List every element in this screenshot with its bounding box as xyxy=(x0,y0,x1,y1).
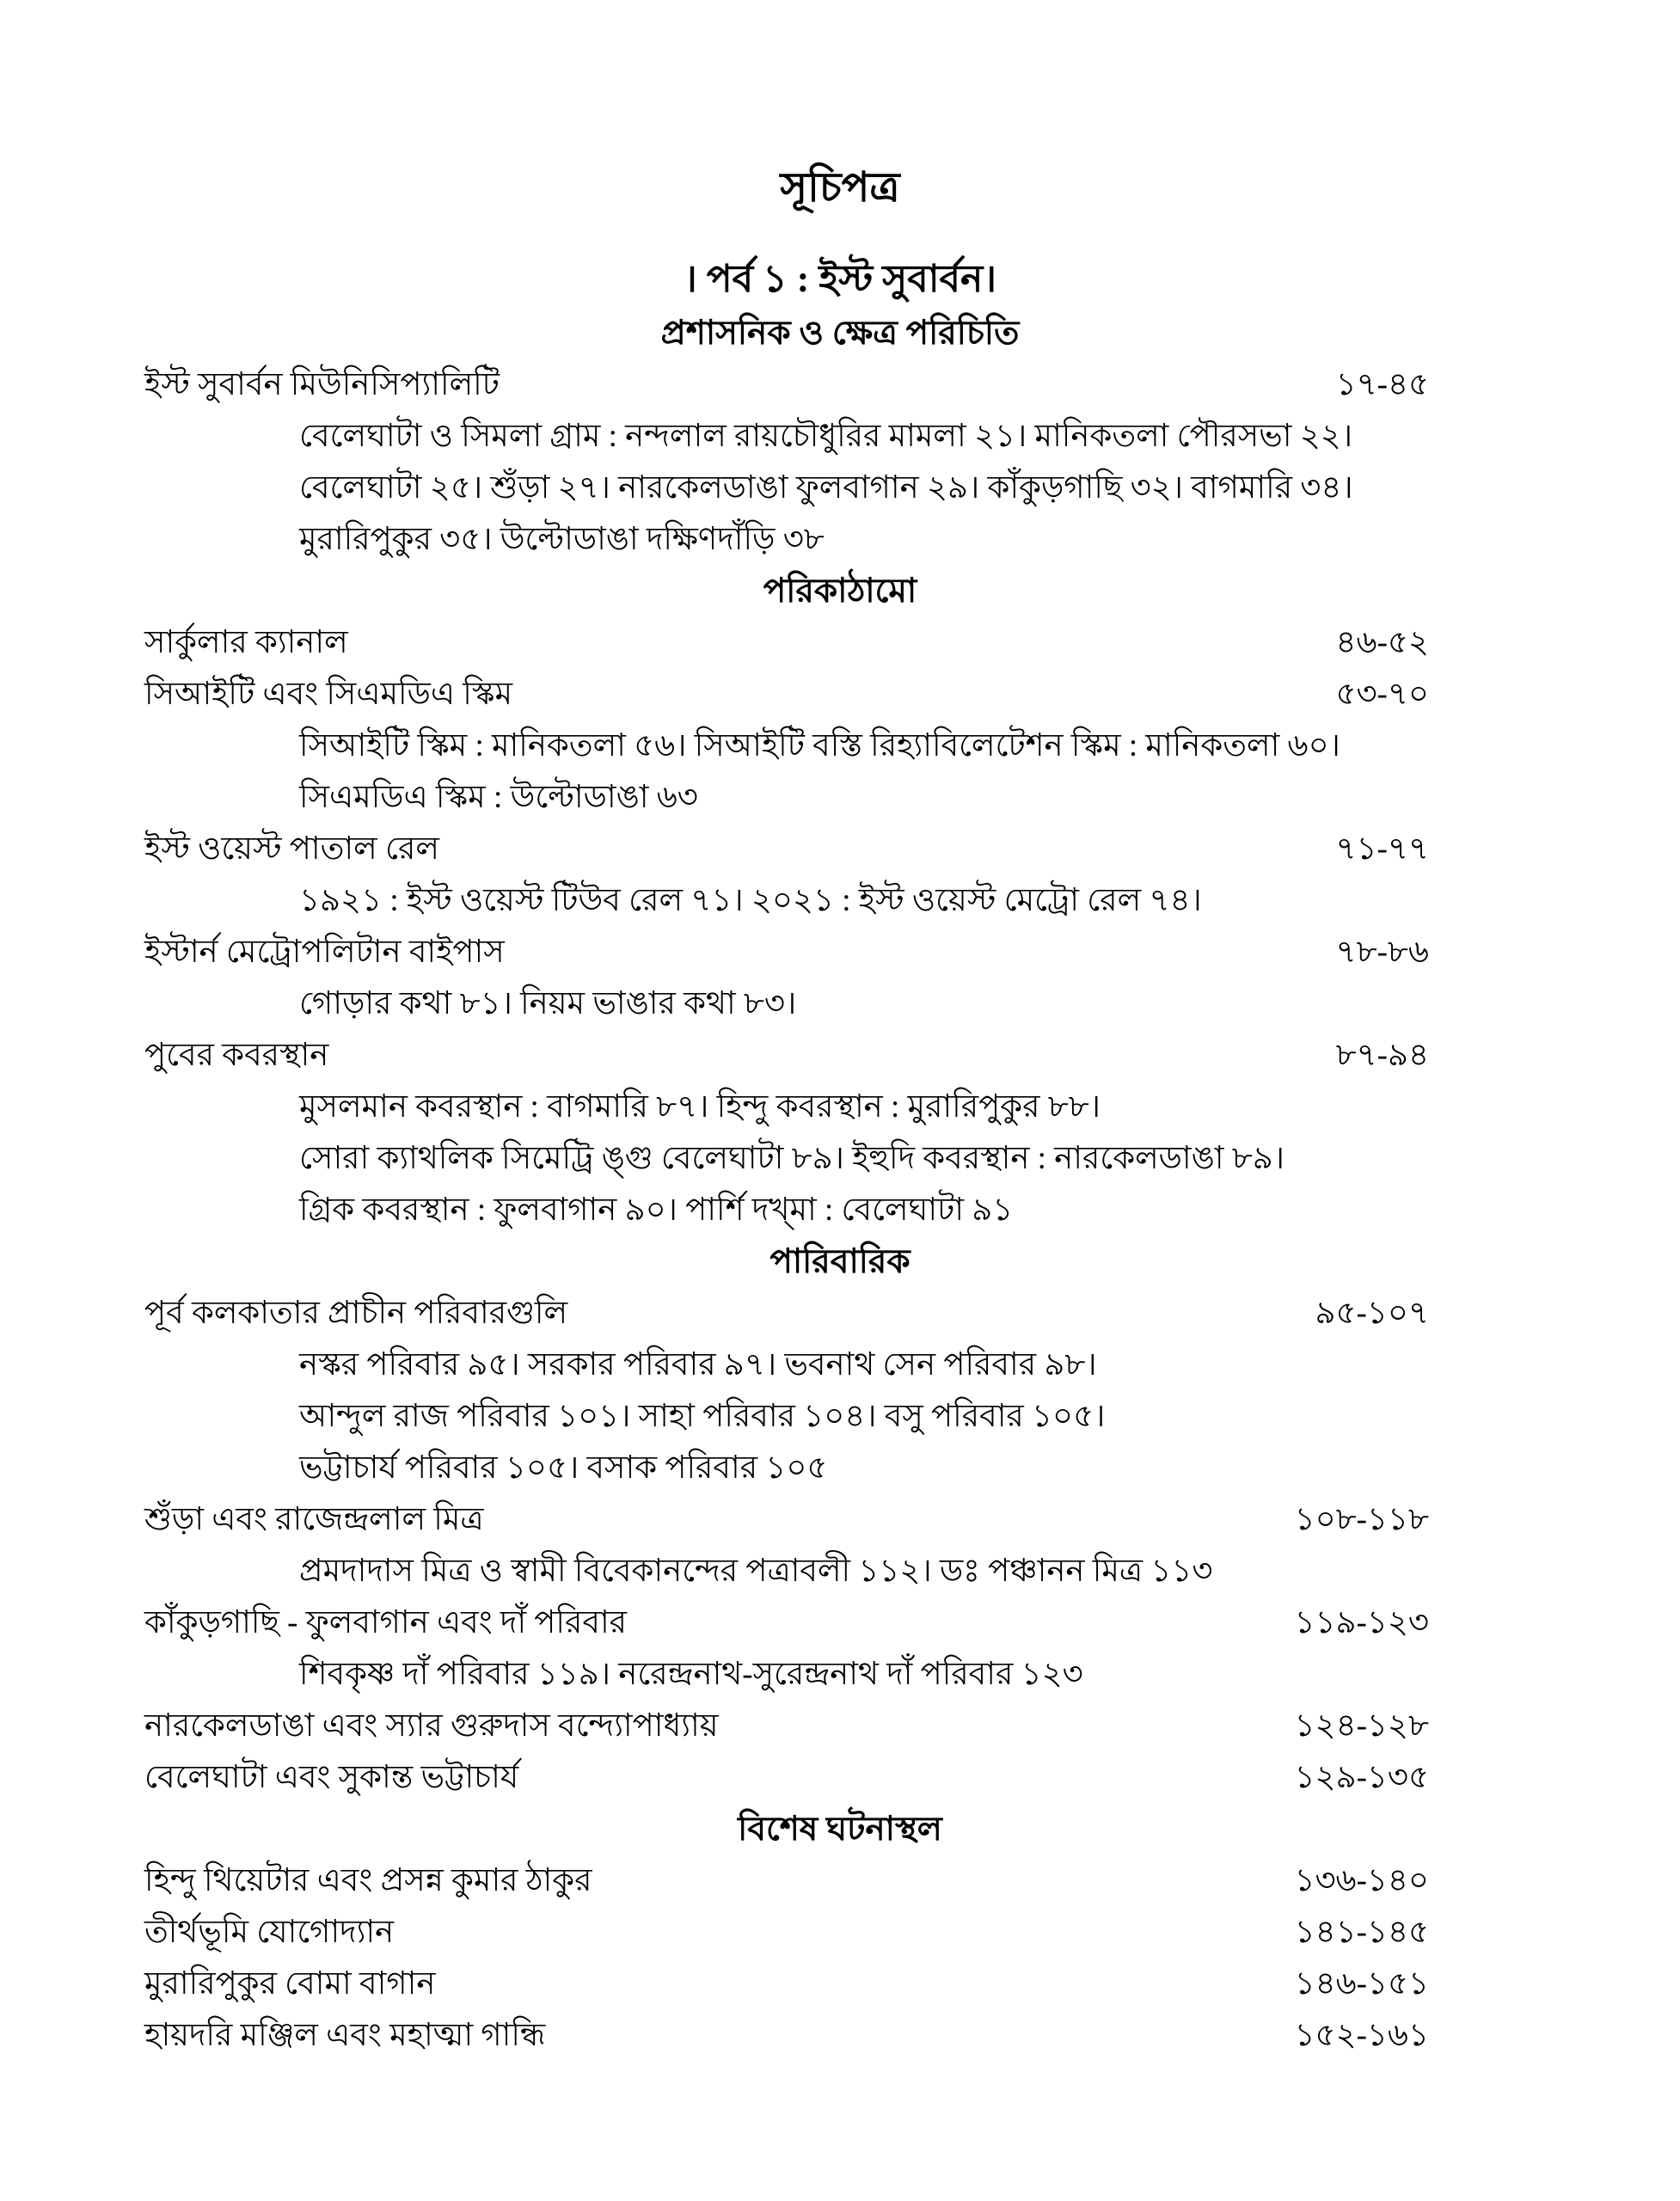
entry-title: সার্কুলার ক্যানাল xyxy=(144,625,348,660)
entry-subitems: শিবকৃষ্ণ দাঁ পরিবার ১১৯। নরেন্দ্রনাথ-সুরেন্দ্রনাথ দাঁ পরিবার ১২৩ xyxy=(299,1657,1083,1692)
entry-subitems: সিএমডিএ স্কিম : উল্টোডাঙা ৬৩ xyxy=(299,780,698,815)
entry-page-range: ১২৯-১৩৫ xyxy=(1294,1760,1429,1795)
entry-page-range: ১৪১-১৪৫ xyxy=(1294,1915,1429,1950)
entry-page-range: ৫৩-৭০ xyxy=(1335,677,1429,712)
entry-page-range: ১২৪-১২৮ xyxy=(1294,1708,1429,1744)
entry-subitems: বেলেঘাটা ও সিমলা গ্রাম : নন্দলাল রায়চৌধুরির মামলা ২১। মানিকতলা পৌরসভা ২২। xyxy=(299,419,1353,454)
entry-page-range: ৭৮-৮৬ xyxy=(1335,935,1429,970)
toc-entry-row xyxy=(144,824,1429,875)
entry-title: ইস্ট সুবার্বন মিউনিসিপ্যালিটি xyxy=(144,367,500,402)
section-heading: বিশেষ ঘটনাস্থল xyxy=(738,1811,942,1848)
entry-page-range: ৭১-৭৭ xyxy=(1335,831,1429,867)
entry-title: হিন্দু থিয়েটার এবং প্রসন্ন কুমার ঠাকুর xyxy=(144,1863,592,1898)
toc-entry-row xyxy=(144,2010,1429,2062)
toc-entry-row xyxy=(144,1959,1429,2010)
section-heading: পারিবারিক xyxy=(769,1243,911,1280)
entry-page-range: ৯৫-১০৭ xyxy=(1315,1296,1429,1331)
toc-entry-row xyxy=(144,927,1429,978)
entry-page-range: ১০৮-১১৮ xyxy=(1294,1502,1429,1537)
entry-title: পুবের কবরস্থান xyxy=(144,1038,329,1073)
entry-subitems: মুরারিপুকুর ৩৫। উল্টোডাঙা দক্ষিণদাঁড়ি ৩৮ xyxy=(299,522,825,557)
entry-title: ইস্ট ওয়েস্ট পাতাল রেল xyxy=(144,831,439,867)
entry-title: মুরারিপুকুর বোমা বাগান xyxy=(144,1966,436,2002)
entry-page-range: ৮৭-৯৪ xyxy=(1335,1038,1429,1073)
entry-subitems: সিআইটি স্কিম : মানিকতলা ৫৬। সিআইটি বস্তি রিহ্যাবিলেটেশন স্কিম : মানিকতলা ৬০। xyxy=(299,728,1340,763)
toc-entry-row xyxy=(144,1030,1429,1082)
toc-entry-row xyxy=(144,1701,1429,1752)
entry-title: তীর্থভূমি যোগোদ্যান xyxy=(144,1915,395,1950)
toc-entry-row xyxy=(144,669,1429,720)
entry-title: বেলেঘাটা এবং সুকান্ত ভট্টাচার্য xyxy=(144,1760,519,1795)
entry-subitems: নস্কর পরিবার ৯৫। সরকার পরিবার ৯৭। ভবনাথ সেন পরিবার ৯৮। xyxy=(299,1347,1097,1383)
entry-page-range: ১১৯-১২৩ xyxy=(1294,1605,1429,1640)
entry-title: হায়দরি মঞ্জিল এবং মহাত্মা গান্ধি xyxy=(144,2018,546,2053)
toc-entry-row xyxy=(144,1494,1429,1546)
toc-entry-row xyxy=(144,1288,1429,1340)
entry-subitems: ভট্টাচার্য পরিবার ১০৫। বসাক পরিবার ১০৫ xyxy=(299,1450,828,1486)
entry-page-range: ১৫২-১৬১ xyxy=(1294,2018,1429,2053)
entry-subitems: গোড়ার কথা ৮১। নিয়ম ভাঙার কথা ৮৩। xyxy=(299,986,797,1021)
entry-subitems: বেলেঘাটা ২৫। শুঁড়া ২৭। নারকেলডাঙা ফুলবাগান ২৯। কাঁকুড়গাছি ৩২। বাগমারি ৩৪। xyxy=(299,470,1353,506)
entry-title: কাঁকুড়গাছি - ফুলবাগান এবং দাঁ পরিবার xyxy=(144,1605,628,1640)
entry-subitems: ১৯২১ : ইস্ট ওয়েস্ট টিউব রেল ৭১। ২০২১ : ইস্ট ওয়েস্ট মেট্রো রেল ৭৪। xyxy=(299,883,1202,918)
toc-entry-row xyxy=(144,1855,1429,1907)
entry-title: নারকেলডাঙা এবং স্যার গুরুদাস বন্দ্যোপাধ্যায় xyxy=(144,1708,719,1744)
entry-title: ইস্টার্ন মেট্রোপলিটান বাইপাস xyxy=(144,935,505,970)
toc-entry-row xyxy=(144,1752,1429,1804)
part-heading: । পর্ব ১ : ইস্ট সুবার্বন। xyxy=(684,258,996,300)
entry-subitems: প্রমদাদাস মিত্র ও স্বামী বিবেকানন্দের পত্রাবলী ১১২। ডঃ পঞ্চানন মিত্র ১১৩ xyxy=(299,1554,1213,1589)
toc-entry-row xyxy=(144,359,1429,411)
entry-subitems: গ্রিক কবরস্থান : ফুলবাগান ৯০। পার্শি দখ্মা : বেলেঘাটা ৯১ xyxy=(299,1192,1014,1228)
entry-page-range: ১৩৬-১৪০ xyxy=(1294,1863,1429,1898)
toc-entry-row xyxy=(144,1907,1429,1959)
toc-entry-row xyxy=(144,617,1429,669)
toc-list xyxy=(0,308,1680,2062)
entry-subitems: আন্দুল রাজ পরিবার ১০১। সাহা পরিবার ১০৪। বসু পরিবার ১০৫। xyxy=(299,1399,1106,1434)
entry-subitems: মুসলমান কবরস্থান : বাগমারি ৮৭। হিন্দু কবরস্থান : মুরারিপুকুর ৮৮। xyxy=(299,1089,1101,1125)
entry-title: শুঁড়া এবং রাজেন্দ্রলাল মিত্র xyxy=(144,1502,484,1537)
entry-title: পূর্ব কলকাতার প্রাচীন পরিবারগুলি xyxy=(144,1296,568,1331)
entry-page-range: ১৪৬-১৫১ xyxy=(1294,1966,1429,2002)
toc-entry-row xyxy=(144,1597,1429,1649)
section-heading: প্রশাসনিক ও ক্ষেত্র পরিচিতি xyxy=(660,315,1020,352)
entry-subitems: সোরা ক্যাথলিক সিমেট্রি ঙ্গু বেলেঘাটা ৮৯। ইহুদি কবরস্থান : নারকেলডাঙা ৮৯। xyxy=(299,1141,1285,1176)
page-title: সূচিপত্র xyxy=(780,165,900,211)
entry-title: সিআইটি এবং সিএমডিএ স্কিম xyxy=(144,677,513,712)
entry-page-range: ৪৬-৫২ xyxy=(1335,625,1429,660)
entry-page-range: ১৭-৪৫ xyxy=(1335,367,1429,402)
section-heading: পরিকাঠামো xyxy=(763,573,917,610)
